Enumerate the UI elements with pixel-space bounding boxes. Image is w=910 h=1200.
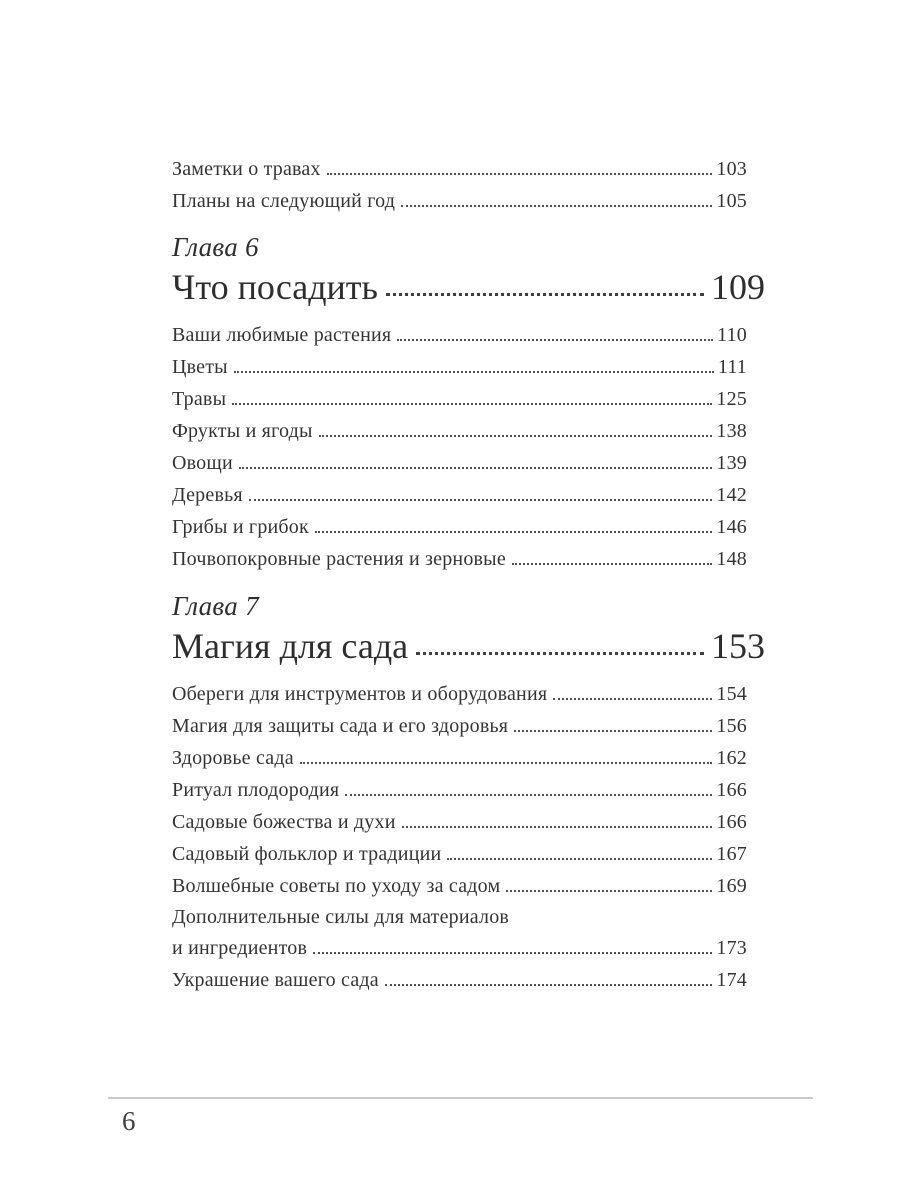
- dot-leader: [447, 858, 712, 860]
- dot-leader: [327, 173, 713, 175]
- toc-entry-label: Травы: [172, 388, 227, 410]
- toc-entry: [172, 869, 765, 901]
- chapter-label: Глава 6: [172, 232, 259, 262]
- toc-entry-page: 111: [717, 356, 747, 378]
- table-of-contents: [172, 0, 765, 995]
- toc-entry: [172, 963, 765, 995]
- toc-entry-continuation: [172, 931, 765, 963]
- toc-entry-label: Магия для защиты сада и его здоровья: [172, 715, 509, 737]
- chapter-title: Магия для сада: [172, 626, 409, 666]
- page-number: 6: [122, 1106, 136, 1136]
- toc-entry-page: 125: [716, 388, 747, 410]
- toc-entry-page: 139: [716, 452, 747, 474]
- toc-entry: [172, 542, 765, 574]
- toc-entry: [172, 773, 765, 805]
- toc-entry-label: Здоровье сада: [172, 747, 294, 769]
- dot-leader: [386, 293, 704, 296]
- footer-divider: [108, 1097, 813, 1099]
- chapter-label: Глава 7: [172, 591, 259, 621]
- toc-entry-twoline: [172, 901, 765, 963]
- dot-leader: [319, 435, 713, 437]
- toc-entry-label: Почвопокровные растения и зерновые: [172, 548, 506, 570]
- dot-leader: [234, 371, 714, 373]
- dot-leader: [506, 890, 712, 892]
- toc-entry-page: 167: [716, 843, 747, 865]
- chapter-title: Что посадить: [172, 267, 378, 307]
- dot-leader: [345, 794, 712, 796]
- dot-leader: [232, 403, 712, 405]
- toc-entry: [172, 446, 765, 478]
- toc-section: [172, 677, 765, 995]
- dot-leader: [249, 499, 713, 501]
- toc-entry-page: 105: [716, 190, 747, 212]
- dot-leader: [514, 730, 712, 732]
- toc-entry: [172, 709, 765, 741]
- toc-entry-page: 110: [717, 324, 747, 346]
- toc-entry-label: Грибы и грибок: [172, 516, 309, 538]
- toc-entry: [172, 152, 765, 184]
- dot-leader: [401, 205, 712, 207]
- toc-entry: [172, 677, 765, 709]
- chapter-title-row: [172, 623, 765, 667]
- toc-entry-label: Украшение вашего сада: [172, 969, 379, 991]
- toc-entry-page: 146: [716, 516, 747, 538]
- toc-entry-page: 169: [716, 875, 747, 897]
- toc-entry-label: Овощи: [172, 452, 233, 474]
- dot-leader: [239, 467, 713, 469]
- toc-entry-page: 138: [716, 420, 747, 442]
- toc-entry-label: Фрукты и ягоды: [172, 420, 313, 442]
- toc-entry: [172, 837, 765, 869]
- chapter-page: 109: [711, 267, 765, 307]
- toc-entry-label: Садовый фольклор и традиции: [172, 843, 442, 865]
- toc-entry-label: Обереги для инструментов и оборудования: [172, 683, 548, 705]
- toc-entry-page: 154: [716, 683, 747, 705]
- dot-leader: [313, 952, 712, 954]
- toc-entry-page: 166: [716, 779, 747, 801]
- dot-leader: [315, 531, 712, 533]
- dot-leader: [512, 563, 713, 565]
- toc-entry: [172, 414, 765, 446]
- toc-entry-label-continued: и ингредиентов: [172, 937, 308, 959]
- toc-entry-label: Дополнительные силы для материалов: [172, 906, 510, 928]
- toc-entry: [172, 350, 765, 382]
- toc-entry-page: 174: [716, 969, 747, 991]
- toc-entry-page: 162: [716, 747, 747, 769]
- dot-leader: [553, 698, 712, 700]
- dot-leader: [397, 339, 713, 341]
- toc-entry-label: Планы на следующий год: [172, 190, 396, 212]
- toc-entry: [172, 478, 765, 510]
- toc-entry: [172, 510, 765, 542]
- toc-entry: [172, 382, 765, 414]
- toc-entry-page: 166: [716, 811, 747, 833]
- toc-entry-label: Садовые божества и духи: [172, 811, 396, 833]
- dot-leader: [385, 984, 713, 986]
- toc-entry-label: Заметки о травах: [172, 158, 321, 180]
- toc-entry-label: Цветы: [172, 356, 228, 378]
- toc-entry-page: 142: [716, 484, 747, 506]
- toc-entry: [172, 184, 765, 216]
- dot-leader: [300, 762, 713, 764]
- toc-section: [172, 152, 765, 216]
- toc-entry-label: Деревья: [172, 484, 243, 506]
- toc-entry-label: Волшебные советы по уходу за садом: [172, 875, 501, 897]
- toc-entry-page: 173: [716, 937, 747, 959]
- chapter-title-row: [172, 264, 765, 308]
- toc-entry-page: 148: [716, 548, 747, 570]
- chapter-heading: [172, 589, 765, 667]
- chapter-page: 153: [711, 626, 765, 666]
- toc-entry: [172, 805, 765, 837]
- toc-entry-page: 103: [716, 158, 747, 180]
- toc-entry-label: Ваши любимые растения: [172, 324, 392, 346]
- toc-entry: [172, 318, 765, 350]
- toc-section: [172, 318, 765, 574]
- dot-leader: [402, 826, 713, 828]
- chapter-heading: [172, 230, 765, 308]
- toc-entry: [172, 741, 765, 773]
- dot-leader: [416, 652, 704, 655]
- toc-entry-label: Ритуал плодородия: [172, 779, 340, 801]
- toc-entry-page: 156: [716, 715, 747, 737]
